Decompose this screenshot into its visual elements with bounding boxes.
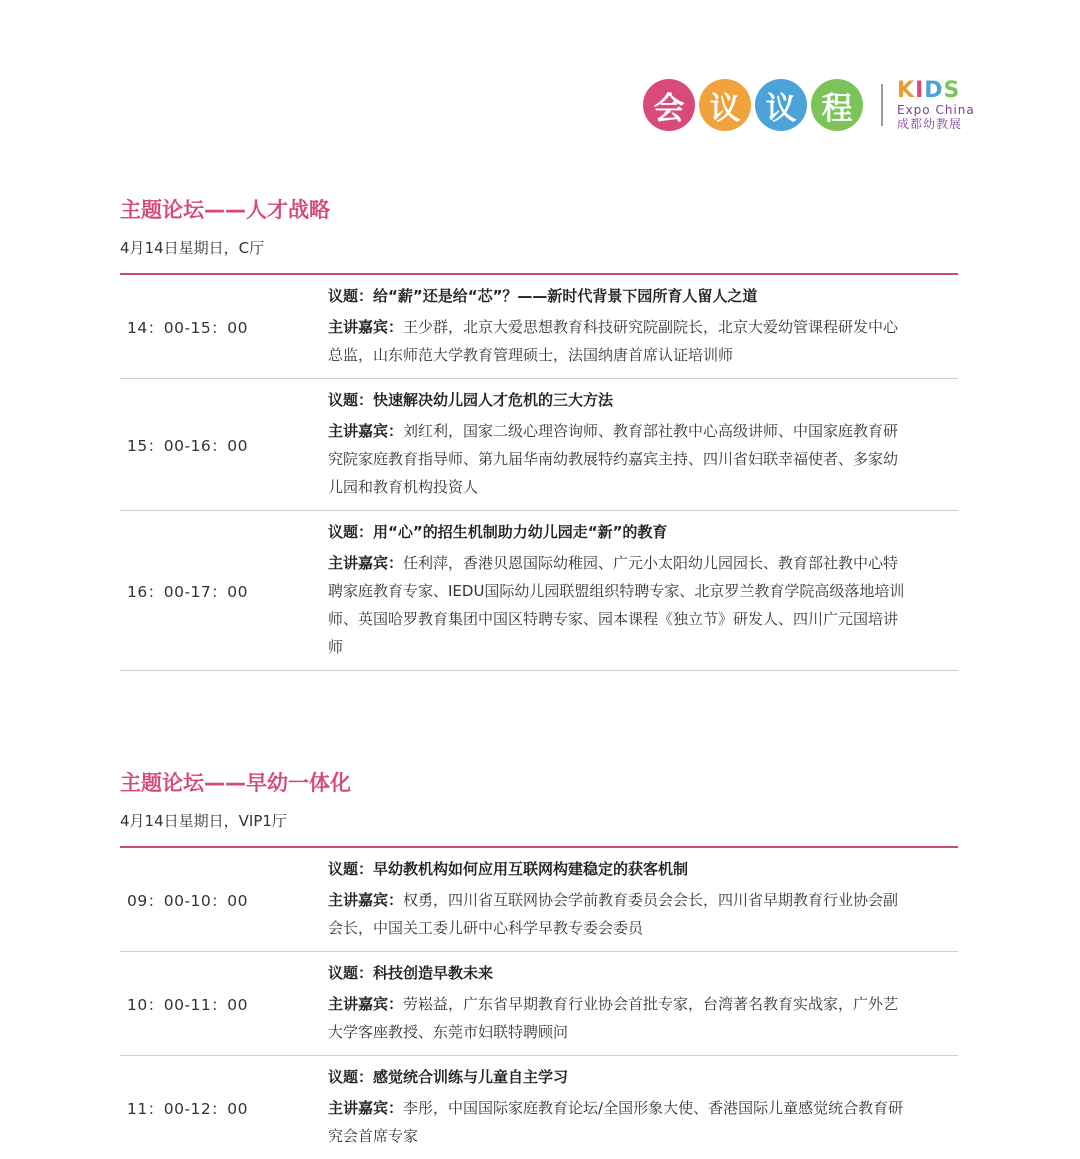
session-speaker <box>328 549 908 661</box>
agenda-row <box>120 1056 958 1159</box>
session-time: 10：00-11：00 <box>127 995 248 1014</box>
session-speaker <box>328 417 908 501</box>
forum-section-early-education <box>120 769 958 1159</box>
session-speaker <box>328 886 908 942</box>
speaker-desc: 任利萍，香港贝恩国际幼稚园、广元小太阳幼儿园园长、教育部社教中心特聘家庭教育专家、IEDU国际幼儿园联盟组织特聘专家、北京罗兰教育学院高级落地培训师、英国哈罗教育集团中国区特聘专家、园本课程《独立节》研发人、四川广元国培讲师 <box>328 554 905 656</box>
agenda-row <box>120 848 958 952</box>
logo-main-text: KIDS <box>897 78 961 103</box>
speaker-label: 主讲嘉宾： <box>328 554 404 572</box>
speaker-label: 主讲嘉宾： <box>328 995 404 1013</box>
agenda-row <box>120 275 958 379</box>
session-topic: 议题：感觉统合训练与儿童自主学习 <box>328 1068 569 1086</box>
title-badge-1: 会 <box>643 79 695 131</box>
speaker-desc: 刘红利，国家二级心理咨询师、教育部社教中心高级讲师、中国家庭教育研究院家庭教育指导师、第九届华南幼教展特约嘉宾主持、四川省妇联幸福使者、多家幼儿园和教育机构投资人 <box>328 422 899 496</box>
agenda-row <box>120 952 958 1056</box>
speaker-label: 主讲嘉宾： <box>328 318 404 336</box>
speaker-label: 主讲嘉宾： <box>328 1099 404 1117</box>
session-time: 11：00-12：00 <box>127 1099 248 1118</box>
session-body <box>328 511 958 670</box>
section-date-venue: 4月14日星期日，C厅 <box>120 239 265 257</box>
kids-expo-logo <box>897 80 975 130</box>
session-time: 15：00-16：00 <box>127 436 248 455</box>
agenda-row <box>120 379 958 511</box>
session-time: 16：00-17：00 <box>127 582 248 601</box>
session-topic: 议题：快速解决幼儿园人才危机的三大方法 <box>328 391 614 409</box>
session-body <box>328 1056 958 1159</box>
forum-section-talent <box>120 196 958 671</box>
logo-cn-text: 成都幼教展 <box>897 117 963 131</box>
session-body <box>328 848 958 951</box>
session-time: 09：00-10：00 <box>127 891 248 910</box>
logo-sub-text: Expo China <box>897 103 975 117</box>
title-badge-2: 议 <box>699 79 751 131</box>
agenda-header <box>643 74 975 136</box>
speaker-desc: 劳崧益，广东省早期教育行业协会首批专家，台湾著名教育实战家，广外艺大学客座教授、东莞市妇联特聘顾问 <box>328 995 899 1041</box>
section-title: 主题论坛——人才战略 <box>120 198 330 222</box>
title-badge-4: 程 <box>811 79 863 131</box>
section-date-venue: 4月14日星期日，VIP1厅 <box>120 812 287 830</box>
session-body <box>328 275 958 378</box>
agenda-row <box>120 511 958 671</box>
session-speaker <box>328 1094 908 1150</box>
session-topic: 议题：早幼教机构如何应用互联网构建稳定的获客机制 <box>328 860 689 878</box>
title-badge-3: 议 <box>755 79 807 131</box>
speaker-label: 主讲嘉宾： <box>328 891 404 909</box>
session-body <box>328 379 958 510</box>
session-topic: 议题：用“心”的招生机制助力幼儿园走“新”的教育 <box>328 523 668 541</box>
section-title: 主题论坛——早幼一体化 <box>120 771 351 795</box>
logo-divider <box>881 84 883 126</box>
session-body <box>328 952 958 1055</box>
speaker-desc: 王少群，北京大爱思想教育科技研究院副院长，北京大爱幼管课程研发中心总监，山东师范大学教育管理硕士，法国纳唐首席认证培训师 <box>328 318 899 364</box>
session-speaker <box>328 313 908 369</box>
speaker-label: 主讲嘉宾： <box>328 422 404 440</box>
session-topic: 议题：科技创造早教未来 <box>328 964 494 982</box>
session-speaker <box>328 990 908 1046</box>
session-topic: 议题：给“薪”还是给“芯”？——新时代背景下园所育人留人之道 <box>328 287 758 305</box>
speaker-desc: 李彤，中国国际家庭教育论坛/全国形象大使、香港国际儿童感觉统合教育研究会首席专家 <box>328 1099 904 1145</box>
session-time: 14：00-15：00 <box>127 318 248 337</box>
speaker-desc: 权勇，四川省互联网协会学前教育委员会会长，四川省早期教育行业协会副会长，中国关工委儿研中心科学早教专委会委员 <box>328 891 899 937</box>
